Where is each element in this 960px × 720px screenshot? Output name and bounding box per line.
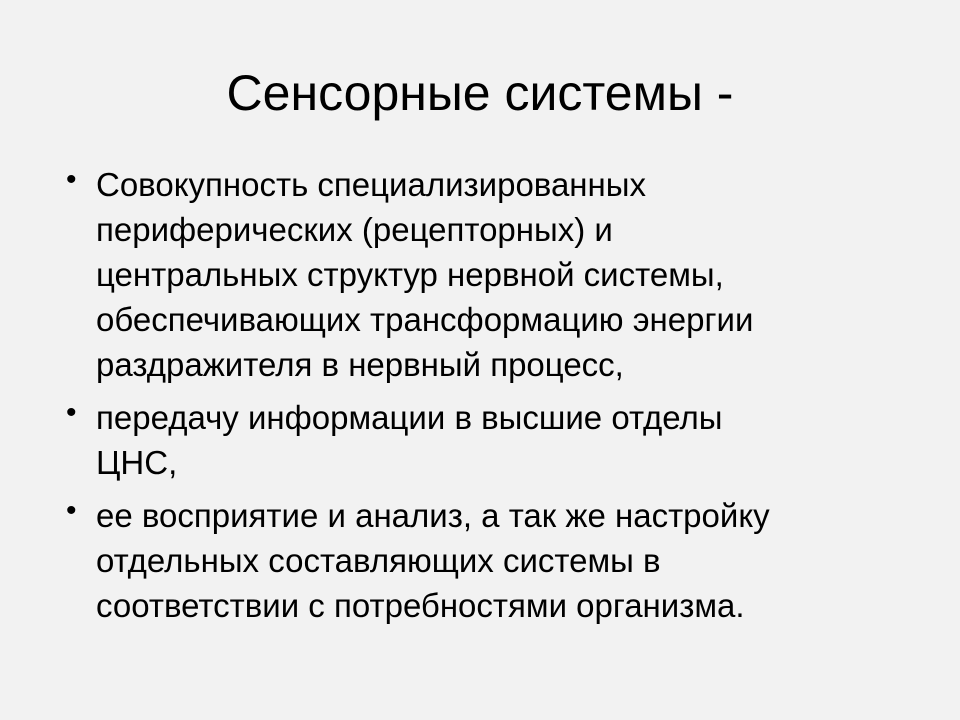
bullet-dot-icon: • (66, 396, 77, 429)
bullet-dot-icon: • (66, 494, 77, 527)
bullet-item-perception (56, 493, 916, 628)
bullet-line: соответствии с потребностями организма. (96, 587, 745, 624)
slide-title: Сенсорные системы - (226, 65, 734, 121)
bullet-line: ЦНС, (96, 444, 178, 481)
bullet-item-definition (56, 162, 916, 387)
bullet-line: передачу информации в высшие отделы (96, 399, 723, 436)
bullet-list (56, 162, 916, 636)
bullet-dot-icon: • (66, 163, 77, 196)
bullet-line: Совокупность специализированных (96, 166, 646, 203)
bullet-line: периферических (рецепторных) и (96, 211, 613, 248)
bullet-line: центральных структур нервной системы, (96, 256, 724, 293)
bullet-item-transmission (56, 395, 916, 485)
bullet-line: ее восприятие и анализ, а так же настройку (96, 497, 770, 534)
bullet-line: раздражителя в нервный процесс, (96, 346, 624, 383)
bullet-line: отдельных составляющих системы в (96, 542, 661, 579)
bullet-line: обеспечивающих трансформацию энергии (96, 301, 754, 338)
